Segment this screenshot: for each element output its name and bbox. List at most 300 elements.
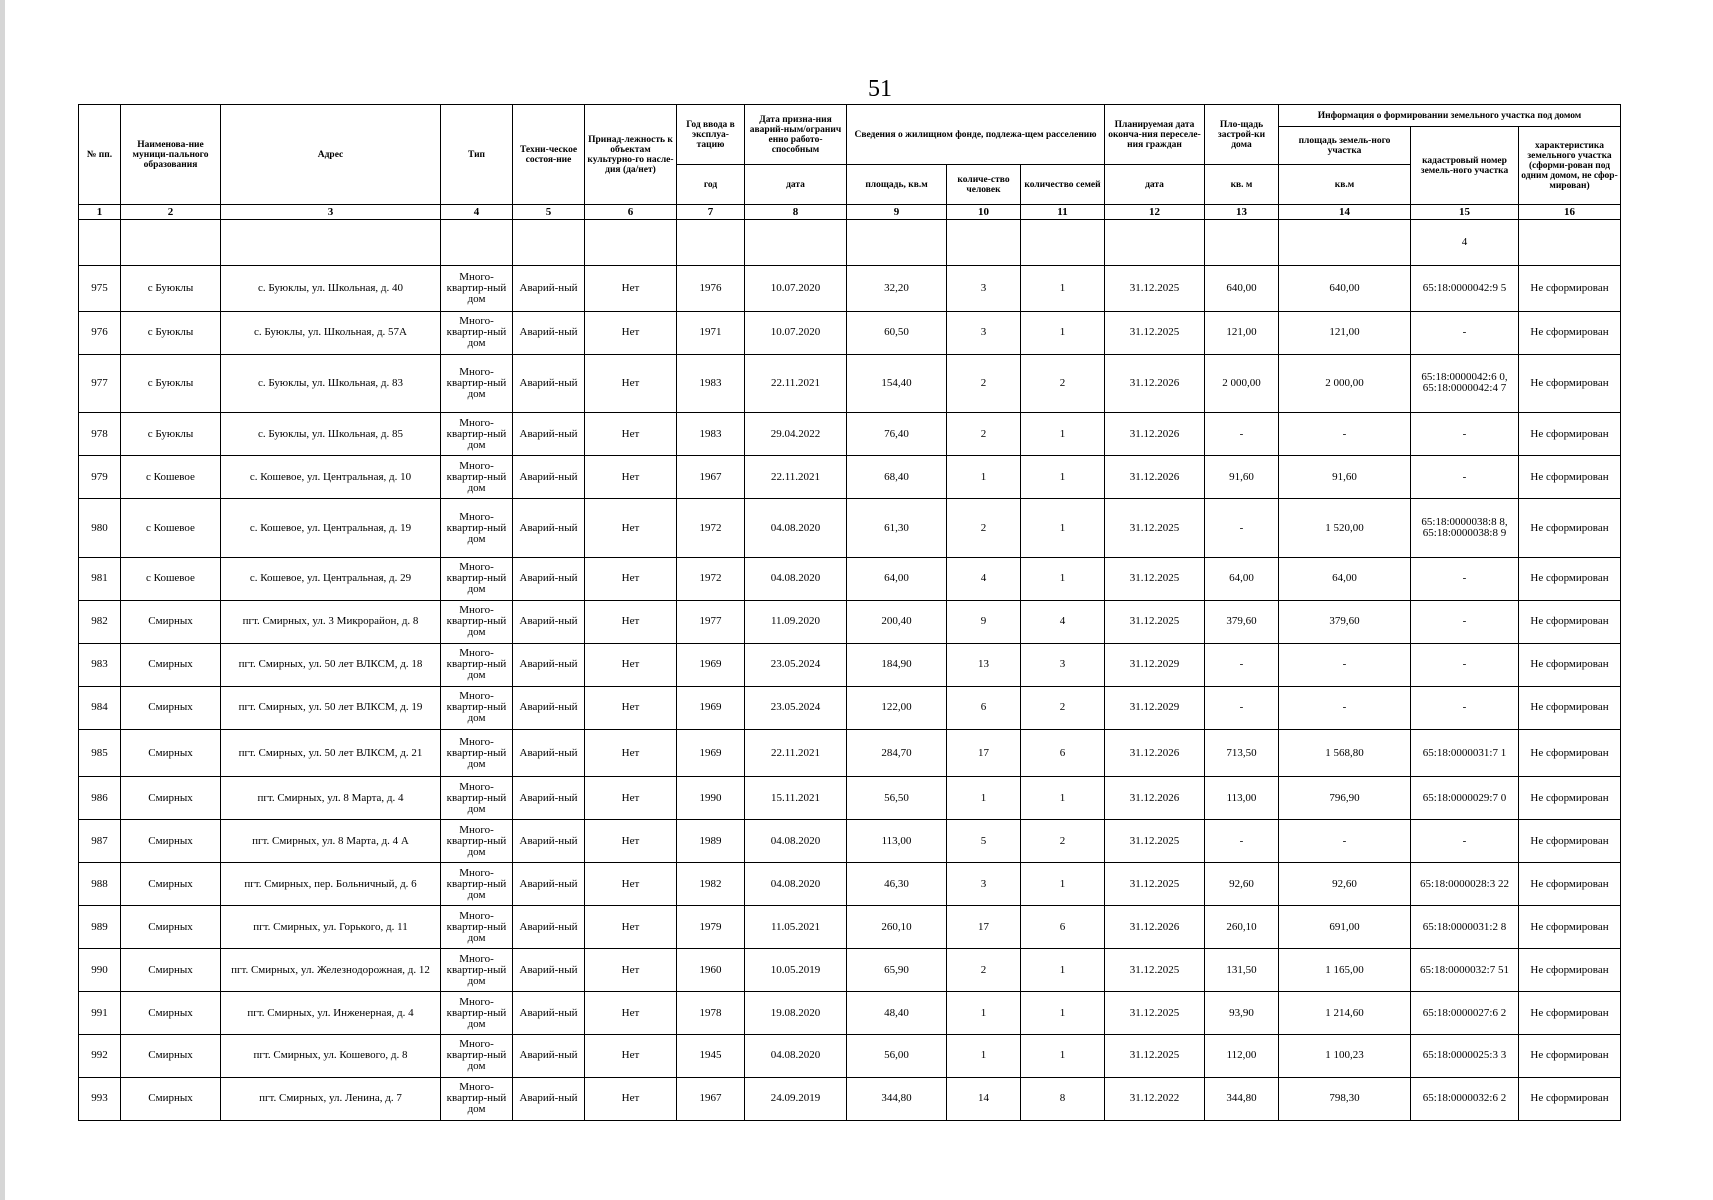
- families-cell: 2: [1021, 354, 1105, 413]
- row-number: 978: [79, 413, 121, 456]
- people-cell: 17: [947, 729, 1021, 776]
- column-number: 11: [1021, 205, 1105, 220]
- table-row: [79, 906, 1621, 949]
- type-cell: Много-квартир-ный дом: [441, 1077, 513, 1120]
- families-cell: 2: [1021, 686, 1105, 729]
- families-cell: 1: [1021, 499, 1105, 558]
- land-area-cell: -: [1279, 643, 1411, 686]
- area-cell: 65,90: [847, 949, 947, 992]
- area-cell: 200,40: [847, 600, 947, 643]
- cultural-cell: Нет: [585, 354, 677, 413]
- year-cell: 1972: [677, 499, 745, 558]
- land-area-cell: 64,00: [1279, 557, 1411, 600]
- header-land-char: характеристика земельного участка (сформи-рован под одним домом, не сфор-мирован): [1519, 127, 1621, 205]
- built-area-cell: 121,00: [1205, 311, 1279, 354]
- header-address: Адрес: [221, 105, 441, 205]
- column-number: 15: [1411, 205, 1519, 220]
- land-char-cell: Не сформирован: [1519, 266, 1621, 311]
- blank-cell: [677, 220, 745, 266]
- people-cell: 14: [947, 1077, 1021, 1120]
- built-area-cell: 91,60: [1205, 456, 1279, 499]
- land-area-cell: 1 214,60: [1279, 992, 1411, 1035]
- land-area-cell: -: [1279, 413, 1411, 456]
- built-area-cell: 640,00: [1205, 266, 1279, 311]
- address-cell: с. Буюклы, ул. Школьная, д. 83: [221, 354, 441, 413]
- blank-cell: [1205, 220, 1279, 266]
- table-row: [79, 456, 1621, 499]
- date-cell: 04.08.2020: [745, 1034, 847, 1077]
- column-number: 6: [585, 205, 677, 220]
- families-cell: 1: [1021, 777, 1105, 820]
- built-area-cell: -: [1205, 686, 1279, 729]
- address-cell: с. Кошевое, ул. Центральная, д. 10: [221, 456, 441, 499]
- state-cell: Аварий-ный: [513, 1034, 585, 1077]
- page-number: 51: [868, 76, 892, 102]
- date-cell: 10.07.2020: [745, 266, 847, 311]
- cultural-cell: Нет: [585, 557, 677, 600]
- state-cell: Аварий-ный: [513, 949, 585, 992]
- date-cell: 24.09.2019: [745, 1077, 847, 1120]
- header-municipality: Наименова-ние муници-пального образования: [121, 105, 221, 205]
- cadastral-cell: -: [1411, 600, 1519, 643]
- table-row: [79, 949, 1621, 992]
- cultural-cell: Нет: [585, 820, 677, 863]
- blank-cell: [745, 220, 847, 266]
- row-number: 979: [79, 456, 121, 499]
- type-cell: Много-квартир-ный дом: [441, 413, 513, 456]
- address-cell: пгт. Смирных, ул. 8 Марта, д. 4 А: [221, 820, 441, 863]
- families-cell: 8: [1021, 1077, 1105, 1120]
- header-families-sub: количество семей: [1021, 165, 1105, 205]
- state-cell: Аварий-ный: [513, 777, 585, 820]
- cultural-cell: Нет: [585, 499, 677, 558]
- area-cell: 60,50: [847, 311, 947, 354]
- table-row: [79, 863, 1621, 906]
- column-number: 2: [121, 205, 221, 220]
- people-cell: 1: [947, 992, 1021, 1035]
- address-cell: с. Буюклы, ул. Школьная, д. 40: [221, 266, 441, 311]
- land-area-cell: -: [1279, 820, 1411, 863]
- people-cell: 2: [947, 949, 1021, 992]
- cadastral-cell: -: [1411, 311, 1519, 354]
- built-area-cell: 2 000,00: [1205, 354, 1279, 413]
- year-cell: 1972: [677, 557, 745, 600]
- municipality-cell: Смирных: [121, 1077, 221, 1120]
- table-row: [79, 600, 1621, 643]
- year-cell: 1983: [677, 354, 745, 413]
- municipality-cell: Смирных: [121, 686, 221, 729]
- land-area-cell: 379,60: [1279, 600, 1411, 643]
- land-char-cell: Не сформирован: [1519, 992, 1621, 1035]
- table-row: [79, 777, 1621, 820]
- planned-date-cell: 31.12.2026: [1105, 354, 1205, 413]
- table-row: [79, 557, 1621, 600]
- row-number: 993: [79, 1077, 121, 1120]
- type-cell: Много-квартир-ный дом: [441, 266, 513, 311]
- families-cell: 1: [1021, 992, 1105, 1035]
- land-area-cell: 92,60: [1279, 863, 1411, 906]
- people-cell: 13: [947, 643, 1021, 686]
- land-char-cell: Не сформирован: [1519, 354, 1621, 413]
- area-cell: 46,30: [847, 863, 947, 906]
- land-char-cell: Не сформирован: [1519, 413, 1621, 456]
- planned-date-cell: 31.12.2025: [1105, 1034, 1205, 1077]
- cultural-cell: Нет: [585, 643, 677, 686]
- cultural-cell: Нет: [585, 992, 677, 1035]
- state-cell: Аварий-ный: [513, 557, 585, 600]
- date-cell: 22.11.2021: [745, 729, 847, 776]
- address-cell: с. Буюклы, ул. Школьная, д. 85: [221, 413, 441, 456]
- row-number: 975: [79, 266, 121, 311]
- cadastral-cell: -: [1411, 456, 1519, 499]
- area-cell: 56,50: [847, 777, 947, 820]
- date-cell: 15.11.2021: [745, 777, 847, 820]
- column-number: 16: [1519, 205, 1621, 220]
- type-cell: Много-квартир-ный дом: [441, 456, 513, 499]
- people-cell: 3: [947, 311, 1021, 354]
- land-char-cell: Не сформирован: [1519, 686, 1621, 729]
- planned-date-cell: 31.12.2029: [1105, 686, 1205, 729]
- state-cell: Аварий-ный: [513, 906, 585, 949]
- people-cell: 17: [947, 906, 1021, 949]
- families-cell: 1: [1021, 311, 1105, 354]
- address-cell: пгт. Смирных, ул. 50 лет ВЛКСМ, д. 19: [221, 686, 441, 729]
- municipality-cell: Смирных: [121, 600, 221, 643]
- municipality-cell: Смирных: [121, 820, 221, 863]
- land-area-cell: 691,00: [1279, 906, 1411, 949]
- area-cell: 76,40: [847, 413, 947, 456]
- column-number: 10: [947, 205, 1021, 220]
- land-char-cell: Не сформирован: [1519, 600, 1621, 643]
- blank-cell: [1519, 220, 1621, 266]
- column-number: 14: [1279, 205, 1411, 220]
- header-area-sub: площадь, кв.м: [847, 165, 947, 205]
- built-area-cell: 379,60: [1205, 600, 1279, 643]
- type-cell: Много-квартир-ный дом: [441, 863, 513, 906]
- area-cell: 61,30: [847, 499, 947, 558]
- address-cell: с. Кошевое, ул. Центральная, д. 29: [221, 557, 441, 600]
- year-cell: 1969: [677, 729, 745, 776]
- land-area-cell: 640,00: [1279, 266, 1411, 311]
- year-cell: 1967: [677, 1077, 745, 1120]
- built-area-cell: 64,00: [1205, 557, 1279, 600]
- state-cell: Аварий-ный: [513, 266, 585, 311]
- year-cell: 1945: [677, 1034, 745, 1077]
- date-cell: 10.05.2019: [745, 949, 847, 992]
- land-char-cell: Не сформирован: [1519, 1034, 1621, 1077]
- row-number: 985: [79, 729, 121, 776]
- land-char-cell: Не сформирован: [1519, 1077, 1621, 1120]
- municipality-cell: Смирных: [121, 863, 221, 906]
- row-number: 987: [79, 820, 121, 863]
- cultural-cell: Нет: [585, 729, 677, 776]
- blank-row-col15: 4: [1411, 220, 1519, 266]
- header-date-sub: дата: [745, 165, 847, 205]
- planned-date-cell: 31.12.2026: [1105, 456, 1205, 499]
- cadastral-cell: -: [1411, 643, 1519, 686]
- column-number: 7: [677, 205, 745, 220]
- year-cell: 1989: [677, 820, 745, 863]
- area-cell: 48,40: [847, 992, 947, 1035]
- type-cell: Много-квартир-ный дом: [441, 820, 513, 863]
- state-cell: Аварий-ный: [513, 863, 585, 906]
- land-char-cell: Не сформирован: [1519, 311, 1621, 354]
- type-cell: Много-квартир-ный дом: [441, 992, 513, 1035]
- column-number: 8: [745, 205, 847, 220]
- cultural-cell: Нет: [585, 1077, 677, 1120]
- year-cell: 1967: [677, 456, 745, 499]
- year-cell: 1969: [677, 643, 745, 686]
- families-cell: 4: [1021, 600, 1105, 643]
- row-number: 982: [79, 600, 121, 643]
- year-cell: 1977: [677, 600, 745, 643]
- table-row: [79, 354, 1621, 413]
- municipality-cell: Смирных: [121, 777, 221, 820]
- address-cell: пгт. Смирных, ул. 8 Марта, д. 4: [221, 777, 441, 820]
- blank-cell: [847, 220, 947, 266]
- planned-date-cell: 31.12.2026: [1105, 413, 1205, 456]
- type-cell: Много-квартир-ный дом: [441, 600, 513, 643]
- cadastral-cell: 65:18:0000031:7 1: [1411, 729, 1519, 776]
- land-char-cell: Не сформирован: [1519, 499, 1621, 558]
- built-area-cell: -: [1205, 499, 1279, 558]
- year-cell: 1979: [677, 906, 745, 949]
- type-cell: Много-квартир-ный дом: [441, 906, 513, 949]
- people-cell: 2: [947, 354, 1021, 413]
- planned-date-cell: 31.12.2025: [1105, 266, 1205, 311]
- built-area-cell: 113,00: [1205, 777, 1279, 820]
- municipality-cell: с Буюклы: [121, 266, 221, 311]
- address-cell: пгт. Смирных, ул. Горького, д. 11: [221, 906, 441, 949]
- state-cell: Аварий-ный: [513, 1077, 585, 1120]
- people-cell: 6: [947, 686, 1021, 729]
- people-cell: 3: [947, 266, 1021, 311]
- municipality-cell: Смирных: [121, 643, 221, 686]
- cadastral-cell: 65:18:0000032:7 51: [1411, 949, 1519, 992]
- year-cell: 1960: [677, 949, 745, 992]
- area-cell: 68,40: [847, 456, 947, 499]
- people-cell: 1: [947, 456, 1021, 499]
- built-area-cell: 92,60: [1205, 863, 1279, 906]
- blank-cell: [513, 220, 585, 266]
- type-cell: Много-квартир-ный дом: [441, 686, 513, 729]
- state-cell: Аварий-ный: [513, 600, 585, 643]
- blank-cell: [1105, 220, 1205, 266]
- area-cell: 154,40: [847, 354, 947, 413]
- table-row: [79, 499, 1621, 558]
- header-type: Тип: [441, 105, 513, 205]
- table-row: [79, 686, 1621, 729]
- state-cell: Аварий-ный: [513, 686, 585, 729]
- header-people-sub: количе-ство человек: [947, 165, 1021, 205]
- table-row: [79, 643, 1621, 686]
- land-char-cell: Не сформирован: [1519, 557, 1621, 600]
- planned-date-cell: 31.12.2025: [1105, 992, 1205, 1035]
- cultural-cell: Нет: [585, 413, 677, 456]
- header-planned-sub: дата: [1105, 165, 1205, 205]
- people-cell: 2: [947, 499, 1021, 558]
- state-cell: Аварий-ный: [513, 311, 585, 354]
- built-area-cell: -: [1205, 820, 1279, 863]
- planned-date-cell: 31.12.2025: [1105, 499, 1205, 558]
- year-cell: 1978: [677, 992, 745, 1035]
- area-cell: 64,00: [847, 557, 947, 600]
- planned-date-cell: 31.12.2025: [1105, 949, 1205, 992]
- cadastral-cell: -: [1411, 413, 1519, 456]
- cadastral-cell: 65:18:0000028:3 22: [1411, 863, 1519, 906]
- area-cell: 32,20: [847, 266, 947, 311]
- built-area-cell: 260,10: [1205, 906, 1279, 949]
- header-year-group: Год ввода в эксплуа-тацию: [677, 105, 745, 165]
- municipality-cell: Смирных: [121, 729, 221, 776]
- cadastral-cell: 65:18:0000031:2 8: [1411, 906, 1519, 949]
- blank-cell: [121, 220, 221, 266]
- municipality-cell: с Кошевое: [121, 557, 221, 600]
- table-row: [79, 266, 1621, 311]
- header-num: № пп.: [79, 105, 121, 205]
- municipality-cell: Смирных: [121, 1034, 221, 1077]
- cadastral-cell: 65:18:0000029:7 0: [1411, 777, 1519, 820]
- families-cell: 3: [1021, 643, 1105, 686]
- state-cell: Аварий-ный: [513, 354, 585, 413]
- land-area-cell: 1 568,80: [1279, 729, 1411, 776]
- address-cell: пгт. Смирных, ул. Инженерная, д. 4: [221, 992, 441, 1035]
- header-built-area-sub: кв. м: [1205, 165, 1279, 205]
- built-area-cell: 713,50: [1205, 729, 1279, 776]
- date-cell: 11.05.2021: [745, 906, 847, 949]
- state-cell: Аварий-ный: [513, 499, 585, 558]
- land-char-cell: Не сформирован: [1519, 777, 1621, 820]
- area-cell: 122,00: [847, 686, 947, 729]
- header-cultural: Принад-лежность к объектам культурно-го насле-дия (да/нет): [585, 105, 677, 205]
- cultural-cell: Нет: [585, 686, 677, 729]
- table-row: [79, 1034, 1621, 1077]
- people-cell: 4: [947, 557, 1021, 600]
- cadastral-cell: -: [1411, 820, 1519, 863]
- table-row: [79, 413, 1621, 456]
- row-number: 992: [79, 1034, 121, 1077]
- municipality-cell: с Кошевое: [121, 499, 221, 558]
- state-cell: Аварий-ный: [513, 820, 585, 863]
- scan-edge: [0, 0, 5, 1200]
- row-number: 986: [79, 777, 121, 820]
- planned-date-cell: 31.12.2022: [1105, 1077, 1205, 1120]
- land-char-cell: Не сформирован: [1519, 906, 1621, 949]
- cadastral-cell: 65:18:0000025:3 3: [1411, 1034, 1519, 1077]
- families-cell: 6: [1021, 906, 1105, 949]
- people-cell: 3: [947, 863, 1021, 906]
- land-area-cell: -: [1279, 686, 1411, 729]
- table-row: [79, 311, 1621, 354]
- cadastral-cell: 65:18:0000032:6 2: [1411, 1077, 1519, 1120]
- address-cell: пгт. Смирных, ул. 50 лет ВЛКСМ, д. 18: [221, 643, 441, 686]
- planned-date-cell: 31.12.2025: [1105, 820, 1205, 863]
- header-land-group: Информация о формировании земельного участка под домом: [1279, 105, 1621, 127]
- header-date-group: Дата призна-ния аварий-ным/огранич енно работо-способным: [745, 105, 847, 165]
- area-cell: 344,80: [847, 1077, 947, 1120]
- blank-cell: [1021, 220, 1105, 266]
- planned-date-cell: 31.12.2026: [1105, 777, 1205, 820]
- families-cell: 1: [1021, 863, 1105, 906]
- built-area-cell: -: [1205, 643, 1279, 686]
- year-cell: 1976: [677, 266, 745, 311]
- municipality-cell: Смирных: [121, 949, 221, 992]
- date-cell: 22.11.2021: [745, 456, 847, 499]
- cultural-cell: Нет: [585, 949, 677, 992]
- land-area-cell: 91,60: [1279, 456, 1411, 499]
- type-cell: Много-квартир-ный дом: [441, 499, 513, 558]
- land-area-cell: 121,00: [1279, 311, 1411, 354]
- column-number: 3: [221, 205, 441, 220]
- cultural-cell: Нет: [585, 906, 677, 949]
- address-cell: пгт. Смирных, ул. Железнодорожная, д. 12: [221, 949, 441, 992]
- cultural-cell: Нет: [585, 1034, 677, 1077]
- header-tech-state: Техни-ческое состоя-ние: [513, 105, 585, 205]
- address-cell: с. Буюклы, ул. Школьная, д. 57А: [221, 311, 441, 354]
- families-cell: 1: [1021, 413, 1105, 456]
- date-cell: 23.05.2024: [745, 643, 847, 686]
- address-cell: пгт. Смирных, ул. Ленина, д. 7: [221, 1077, 441, 1120]
- cultural-cell: Нет: [585, 777, 677, 820]
- date-cell: 19.08.2020: [745, 992, 847, 1035]
- people-cell: 2: [947, 413, 1021, 456]
- table-row: [79, 729, 1621, 776]
- date-cell: 04.08.2020: [745, 820, 847, 863]
- cadastral-cell: 65:18:0000038:8 8, 65:18:0000038:8 9: [1411, 499, 1519, 558]
- row-number: 991: [79, 992, 121, 1035]
- table-row: [79, 1077, 1621, 1120]
- people-cell: 1: [947, 777, 1021, 820]
- municipality-cell: с Буюклы: [121, 413, 221, 456]
- municipality-cell: с Буюклы: [121, 311, 221, 354]
- row-number: 976: [79, 311, 121, 354]
- header-built-area-group: Пло-щадь застрой-ки дома: [1205, 105, 1279, 165]
- type-cell: Много-квартир-ный дом: [441, 1034, 513, 1077]
- land-area-cell: 798,30: [1279, 1077, 1411, 1120]
- date-cell: 22.11.2021: [745, 354, 847, 413]
- row-number: 984: [79, 686, 121, 729]
- built-area-cell: 131,50: [1205, 949, 1279, 992]
- column-number: 1: [79, 205, 121, 220]
- cultural-cell: Нет: [585, 456, 677, 499]
- state-cell: Аварий-ный: [513, 643, 585, 686]
- date-cell: 04.08.2020: [745, 557, 847, 600]
- land-char-cell: Не сформирован: [1519, 456, 1621, 499]
- header-year-sub: год: [677, 165, 745, 205]
- planned-date-cell: 31.12.2025: [1105, 600, 1205, 643]
- families-cell: 1: [1021, 557, 1105, 600]
- built-area-cell: 344,80: [1205, 1077, 1279, 1120]
- planned-date-cell: 31.12.2026: [1105, 729, 1205, 776]
- date-cell: 04.08.2020: [745, 499, 847, 558]
- cultural-cell: Нет: [585, 311, 677, 354]
- row-number: 983: [79, 643, 121, 686]
- year-cell: 1990: [677, 777, 745, 820]
- blank-cell: [79, 220, 121, 266]
- land-char-cell: Не сформирован: [1519, 820, 1621, 863]
- families-cell: 2: [1021, 820, 1105, 863]
- land-char-cell: Не сформирован: [1519, 949, 1621, 992]
- year-cell: 1969: [677, 686, 745, 729]
- column-number-row: [79, 205, 1621, 220]
- municipality-cell: Смирных: [121, 992, 221, 1035]
- column-number: 9: [847, 205, 947, 220]
- state-cell: Аварий-ный: [513, 413, 585, 456]
- blank-cell: [947, 220, 1021, 266]
- row-number: 989: [79, 906, 121, 949]
- type-cell: Много-квартир-ный дом: [441, 949, 513, 992]
- address-cell: с. Кошевое, ул. Центральная, д. 19: [221, 499, 441, 558]
